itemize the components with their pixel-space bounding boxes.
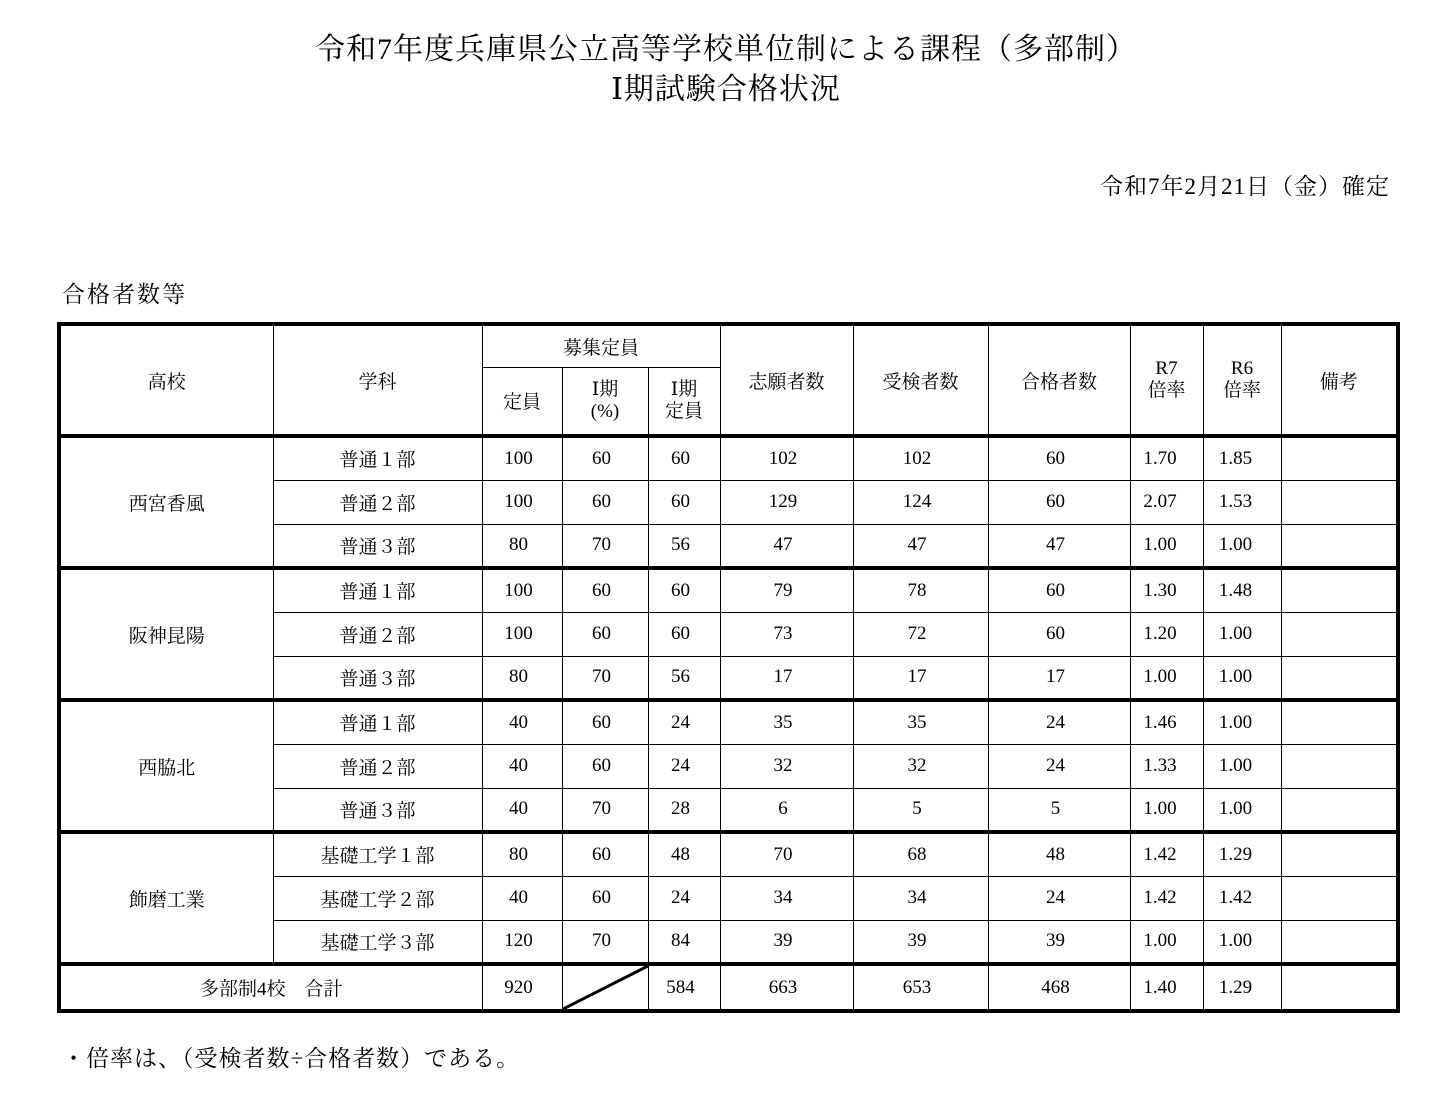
r6-ratio-cell: 1.00 <box>1203 788 1281 832</box>
accepted-cell: 48 <box>988 832 1130 876</box>
period1-percent-cell: 70 <box>562 788 648 832</box>
department-cell: 基礎工学３部 <box>273 920 482 964</box>
department-cell: 普通２部 <box>273 744 482 788</box>
period1-capacity-cell: 60 <box>648 568 720 612</box>
school-name: 西宮香風 <box>59 436 273 568</box>
examinees-cell: 68 <box>853 832 988 876</box>
r7-ratio-cell: 1.42 <box>1130 876 1203 920</box>
accepted-cell: 17 <box>988 656 1130 700</box>
department-cell: 基礎工学２部 <box>273 876 482 920</box>
r6-ratio-cell: 1.00 <box>1203 700 1281 744</box>
capacity-cell: 100 <box>482 612 562 656</box>
applicants-cell: 129 <box>720 480 853 524</box>
total-applicants-cell: 663 <box>720 964 853 1011</box>
examinees-cell: 34 <box>853 876 988 920</box>
header-examinees: 受検者数 <box>853 324 988 436</box>
header-period1-percent-line1: Ⅰ期 <box>591 378 619 400</box>
examinees-cell: 35 <box>853 700 988 744</box>
remarks-cell <box>1281 920 1398 964</box>
examinees-cell: 78 <box>853 568 988 612</box>
capacity-cell: 40 <box>482 744 562 788</box>
r7-ratio-cell: 1.42 <box>1130 832 1203 876</box>
applicants-cell: 32 <box>720 744 853 788</box>
accepted-cell: 60 <box>988 612 1130 656</box>
accepted-cell: 60 <box>988 436 1130 480</box>
department-cell: 普通１部 <box>273 700 482 744</box>
period1-capacity-cell: 60 <box>648 612 720 656</box>
table-row <box>59 700 1398 744</box>
header-r7-line1: R7 <box>1155 358 1178 379</box>
capacity-cell: 40 <box>482 700 562 744</box>
table-row <box>59 832 1398 876</box>
period1-percent-cell: 60 <box>562 876 648 920</box>
r7-ratio-cell: 2.07 <box>1130 480 1203 524</box>
remarks-cell <box>1281 656 1398 700</box>
capacity-cell: 80 <box>482 524 562 568</box>
period1-percent-cell: 70 <box>562 656 648 700</box>
total-examinees-cell: 653 <box>853 964 988 1011</box>
remarks-cell <box>1281 524 1398 568</box>
applicants-cell: 17 <box>720 656 853 700</box>
header-recruit-capacity: 募集定員 <box>482 324 720 367</box>
department-cell: 普通３部 <box>273 788 482 832</box>
period1-capacity-cell: 84 <box>648 920 720 964</box>
remarks-cell <box>1281 876 1398 920</box>
total-remarks-cell <box>1281 964 1398 1011</box>
r6-ratio-cell: 1.42 <box>1203 876 1281 920</box>
applicants-cell: 79 <box>720 568 853 612</box>
header-r7-line2: 倍率 <box>1147 380 1186 401</box>
period1-capacity-cell: 60 <box>648 436 720 480</box>
applicants-cell: 34 <box>720 876 853 920</box>
department-cell: 普通１部 <box>273 568 482 612</box>
applicants-cell: 39 <box>720 920 853 964</box>
applicants-cell: 6 <box>720 788 853 832</box>
period1-percent-cell: 70 <box>562 920 648 964</box>
header-row-top <box>59 324 1398 367</box>
period1-percent-cell: 60 <box>562 480 648 524</box>
r7-ratio-cell: 1.46 <box>1130 700 1203 744</box>
r6-ratio-cell: 1.00 <box>1203 744 1281 788</box>
r7-ratio-cell: 1.00 <box>1130 524 1203 568</box>
remarks-cell <box>1281 788 1398 832</box>
examinees-cell: 39 <box>853 920 988 964</box>
accepted-cell: 39 <box>988 920 1130 964</box>
confirmation-date: 令和7年2月21日（金）確定 <box>1100 174 1390 199</box>
period1-percent-cell: 60 <box>562 744 648 788</box>
r7-ratio-cell: 1.00 <box>1130 920 1203 964</box>
capacity-cell: 100 <box>482 480 562 524</box>
period1-percent-cell: 60 <box>562 568 648 612</box>
diagonal-slash <box>563 966 648 1009</box>
examinees-cell: 32 <box>853 744 988 788</box>
total-r7-ratio-cell: 1.40 <box>1130 964 1203 1011</box>
document-title-line1: 令和7年度兵庫県公立高等学校単位制による課程（多部制） <box>315 33 1137 66</box>
total-accepted-cell: 468 <box>988 964 1130 1011</box>
document-title <box>0 30 1452 110</box>
capacity-cell: 80 <box>482 832 562 876</box>
examinees-cell: 5 <box>853 788 988 832</box>
section-label: 合格者数等 <box>62 282 187 307</box>
examinees-cell: 17 <box>853 656 988 700</box>
r6-ratio-cell: 1.00 <box>1203 612 1281 656</box>
total-capacity-cell: 920 <box>482 964 562 1011</box>
applicants-cell: 35 <box>720 700 853 744</box>
results-table <box>57 322 1400 1013</box>
r7-ratio-cell: 1.33 <box>1130 744 1203 788</box>
header-school: 高校 <box>59 324 273 436</box>
examinees-cell: 72 <box>853 612 988 656</box>
r7-ratio-cell: 1.00 <box>1130 656 1203 700</box>
accepted-cell: 24 <box>988 700 1130 744</box>
period1-capacity-cell: 24 <box>648 876 720 920</box>
applicants-cell: 47 <box>720 524 853 568</box>
capacity-cell: 100 <box>482 568 562 612</box>
total-period1-percent-cell <box>562 964 648 1011</box>
department-cell: 普通１部 <box>273 436 482 480</box>
period1-capacity-cell: 60 <box>648 480 720 524</box>
capacity-cell: 120 <box>482 920 562 964</box>
header-period1-percent <box>562 367 648 436</box>
period1-capacity-cell: 24 <box>648 700 720 744</box>
accepted-cell: 60 <box>988 480 1130 524</box>
capacity-cell: 40 <box>482 788 562 832</box>
r7-ratio-cell: 1.20 <box>1130 612 1203 656</box>
accepted-cell: 5 <box>988 788 1130 832</box>
header-capacity: 定員 <box>482 367 562 436</box>
table-row <box>59 436 1398 480</box>
accepted-cell: 24 <box>988 876 1130 920</box>
period1-capacity-cell: 24 <box>648 744 720 788</box>
accepted-cell: 60 <box>988 568 1130 612</box>
header-department: 学科 <box>273 324 482 436</box>
department-cell: 基礎工学１部 <box>273 832 482 876</box>
r7-ratio-cell: 1.30 <box>1130 568 1203 612</box>
department-cell: 普通３部 <box>273 524 482 568</box>
accepted-cell: 24 <box>988 744 1130 788</box>
r6-ratio-cell: 1.85 <box>1203 436 1281 480</box>
remarks-cell <box>1281 480 1398 524</box>
department-cell: 普通２部 <box>273 612 482 656</box>
period1-percent-cell: 60 <box>562 436 648 480</box>
applicants-cell: 102 <box>720 436 853 480</box>
period1-capacity-cell: 56 <box>648 656 720 700</box>
department-cell: 普通３部 <box>273 656 482 700</box>
period1-percent-cell: 70 <box>562 524 648 568</box>
r7-ratio-cell: 1.70 <box>1130 436 1203 480</box>
r6-ratio-cell: 1.00 <box>1203 524 1281 568</box>
r6-ratio-cell: 1.00 <box>1203 920 1281 964</box>
capacity-cell: 40 <box>482 876 562 920</box>
school-name: 飾磨工業 <box>59 832 273 964</box>
total-r6-ratio-cell: 1.29 <box>1203 964 1281 1011</box>
examinees-cell: 102 <box>853 436 988 480</box>
r6-ratio-cell: 1.29 <box>1203 832 1281 876</box>
remarks-cell <box>1281 612 1398 656</box>
applicants-cell: 73 <box>720 612 853 656</box>
total-row <box>59 964 1398 1011</box>
department-cell: 普通２部 <box>273 480 482 524</box>
examinees-cell: 124 <box>853 480 988 524</box>
r7-ratio-cell: 1.00 <box>1130 788 1203 832</box>
examinees-cell: 47 <box>853 524 988 568</box>
r6-ratio-cell: 1.00 <box>1203 656 1281 700</box>
remarks-cell <box>1281 832 1398 876</box>
capacity-cell: 100 <box>482 436 562 480</box>
remarks-cell <box>1281 568 1398 612</box>
remarks-cell <box>1281 700 1398 744</box>
remarks-cell <box>1281 436 1398 480</box>
header-applicants: 志願者数 <box>720 324 853 436</box>
school-name: 阪神昆陽 <box>59 568 273 700</box>
r6-ratio-cell: 1.48 <box>1203 568 1281 612</box>
applicants-cell: 70 <box>720 832 853 876</box>
header-period1-capacity <box>648 367 720 436</box>
period1-capacity-cell: 56 <box>648 524 720 568</box>
period1-percent-cell: 60 <box>562 832 648 876</box>
header-r6-ratio <box>1203 324 1281 436</box>
r6-ratio-cell: 1.53 <box>1203 480 1281 524</box>
header-accepted: 合格者数 <box>988 324 1130 436</box>
header-period1-percent-line2: (%) <box>590 400 620 422</box>
header-r7-ratio <box>1130 324 1203 436</box>
accepted-cell: 47 <box>988 524 1130 568</box>
total-label: 多部制4校 合計 <box>59 964 482 1011</box>
header-period1-capacity-line2: 定員 <box>664 400 703 422</box>
period1-capacity-cell: 28 <box>648 788 720 832</box>
period1-capacity-cell: 48 <box>648 832 720 876</box>
total-period1-capacity-cell: 584 <box>648 964 720 1011</box>
header-remarks: 備考 <box>1281 324 1398 436</box>
header-r6-line1: R6 <box>1230 358 1254 379</box>
remarks-cell <box>1281 744 1398 788</box>
table-row <box>59 568 1398 612</box>
period1-percent-cell: 60 <box>562 612 648 656</box>
document-title-line2: Ⅰ期試験合格状況 <box>611 73 841 106</box>
period1-percent-cell: 60 <box>562 700 648 744</box>
capacity-cell: 80 <box>482 656 562 700</box>
header-period1-capacity-line1: Ⅰ期 <box>670 378 698 400</box>
school-name: 西脇北 <box>59 700 273 832</box>
footnote: ・倍率は、（受検者数÷合格者数）である。 <box>62 1046 521 1071</box>
header-r6-line2: 倍率 <box>1222 380 1261 401</box>
